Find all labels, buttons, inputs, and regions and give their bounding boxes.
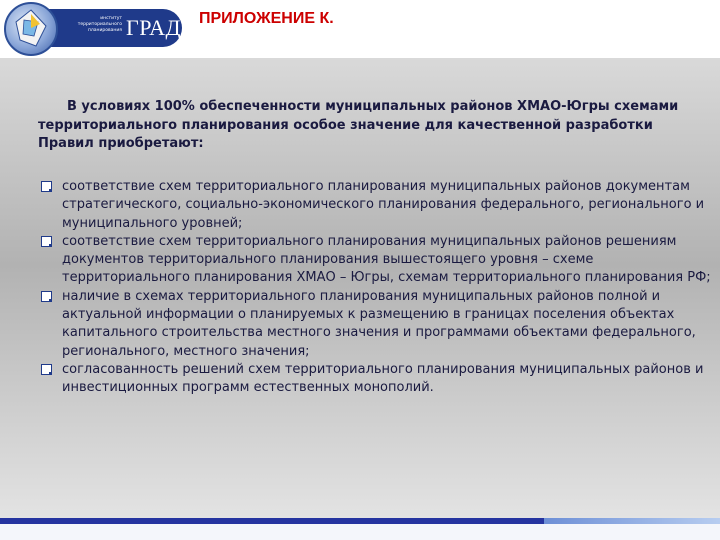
list-item bbox=[40, 288, 712, 361]
intro-text: В условиях 100% обеспеченности муниципальных районов ХМАО-Югры схемами территориального планирования особое значение для качественной разработки Правил приобретают: bbox=[38, 99, 679, 151]
checkbox-bullet-icon bbox=[41, 181, 52, 192]
intro-paragraph bbox=[38, 98, 708, 154]
bullet-list bbox=[40, 178, 712, 398]
footer-base bbox=[0, 524, 720, 540]
list-item bbox=[40, 178, 712, 233]
checkbox-bullet-icon bbox=[41, 291, 52, 302]
logo-emblem-icon bbox=[4, 2, 58, 56]
logo-big-text: ГРАД bbox=[126, 15, 182, 40]
checkbox-bullet-icon bbox=[41, 236, 52, 247]
page-title: ПРИЛОЖЕНИЕ К. bbox=[199, 10, 334, 27]
bullet-text: наличие в схемах территориального планирования муниципальных районов полной и актуальной информации о планируемых к размещению в границах поселения объектах капитального строительства местного значения и программами объектами федерального, регионального, местного значения; bbox=[62, 288, 696, 359]
list-item bbox=[40, 233, 712, 288]
bullet-text: соответствие схем территориального планирования муниципальных районов решениям документов территориального планирования вышестоящего уровня – схеме территориального планирования ХМАО – Югры, схемам территориального планирования РФ; bbox=[62, 233, 711, 286]
checkbox-bullet-icon bbox=[41, 364, 52, 375]
footer-bar bbox=[0, 518, 720, 540]
list-item bbox=[40, 361, 712, 398]
logo-small-text: институт территориального планирования bbox=[77, 16, 122, 33]
bullet-text: согласованность решений схем территориального планирования муниципальных районов и инвестиционных программ естественных монополий. bbox=[62, 361, 704, 396]
header bbox=[0, 0, 720, 58]
bullet-text: соответствие схем территориального планирования муниципальных районов документам стратегического, социально-экономического планирования федерального, регионального и муниципального уровней; bbox=[62, 179, 705, 231]
